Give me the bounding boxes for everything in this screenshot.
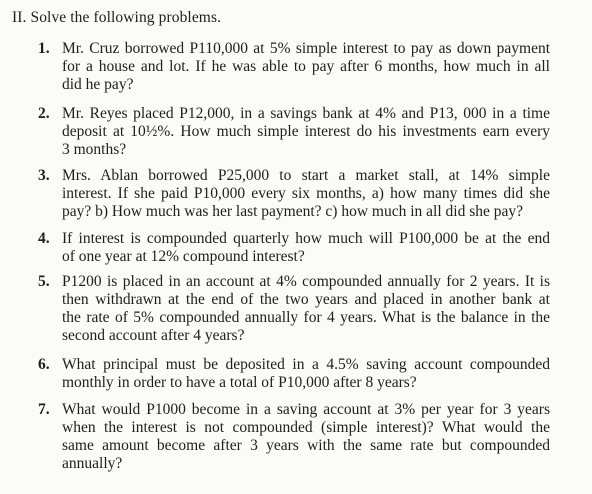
section-heading: II. Solve the following problems. <box>12 9 222 26</box>
problem-line: deposit at 10½%. How much simple interest do his investments earn every <box>62 123 550 140</box>
problem-text <box>62 273 550 345</box>
problem-line: Mr. Reyes placed P12,000, in a savings bank at 4% and P13, 000 in a time <box>62 105 550 122</box>
problem-line: Mrs. Ablan borrowed P25,000 to start a market stall, at 14% simple <box>62 167 550 184</box>
problem-line: What principal must be deposited in a 4.5% saving account compounded <box>62 356 550 373</box>
problem-text <box>62 167 550 221</box>
problem-line: then withdrawn at the end of the two years and placed in another bank at <box>62 291 550 308</box>
problem-line: interest. If she paid P10,000 every six months, a) how many times did she <box>62 185 550 202</box>
problem-line: If interest is compounded quarterly how much will P100,000 be at the end <box>62 230 550 247</box>
problem-text <box>62 230 550 266</box>
problem-line: pay? b) How much was her last payment? c) how much in all did she pay? <box>62 203 523 220</box>
problem-line: P1200 is placed in an account at 4% compounded annually for 2 years. It is <box>62 273 550 290</box>
problem-line: of one year at 12% compound interest? <box>62 248 305 265</box>
problem-number: 1. <box>38 40 50 57</box>
problem-line: 3 months? <box>62 141 127 158</box>
problem-number: 4. <box>38 230 50 247</box>
problem-line: for a house and lot. If he was able to pay after 6 months, how much in all <box>62 58 550 75</box>
problem-line: when the interest is not compounded (simple interest)? What would the <box>62 419 550 436</box>
problem-number: 6. <box>38 356 50 373</box>
problem-text <box>62 40 550 94</box>
problem-line: the rate of 5% compounded annually for 4 years. What is the balance in the <box>62 309 550 326</box>
problem-line: annually? <box>62 455 123 472</box>
problem-number: 3. <box>38 167 50 184</box>
problem-line: Mr. Cruz borrowed P110,000 at 5% simple interest to pay as down payment <box>62 40 550 57</box>
problem-line: did he pay? <box>62 76 134 93</box>
problem-line: monthly in order to have a total of P10,000 after 8 years? <box>62 374 417 391</box>
problem-number: 2. <box>38 105 50 122</box>
problem-line: What would P1000 become in a saving account at 3% per year for 3 years <box>62 401 550 418</box>
problem-number: 7. <box>38 401 50 418</box>
problem-line: same amount become after 3 years with the same rate but compounded <box>62 437 550 454</box>
problem-text <box>62 401 550 473</box>
problem-line: second account after 4 years? <box>62 327 245 344</box>
problem-text <box>62 356 550 392</box>
problem-number: 5. <box>38 273 50 290</box>
problem-text <box>62 105 550 159</box>
